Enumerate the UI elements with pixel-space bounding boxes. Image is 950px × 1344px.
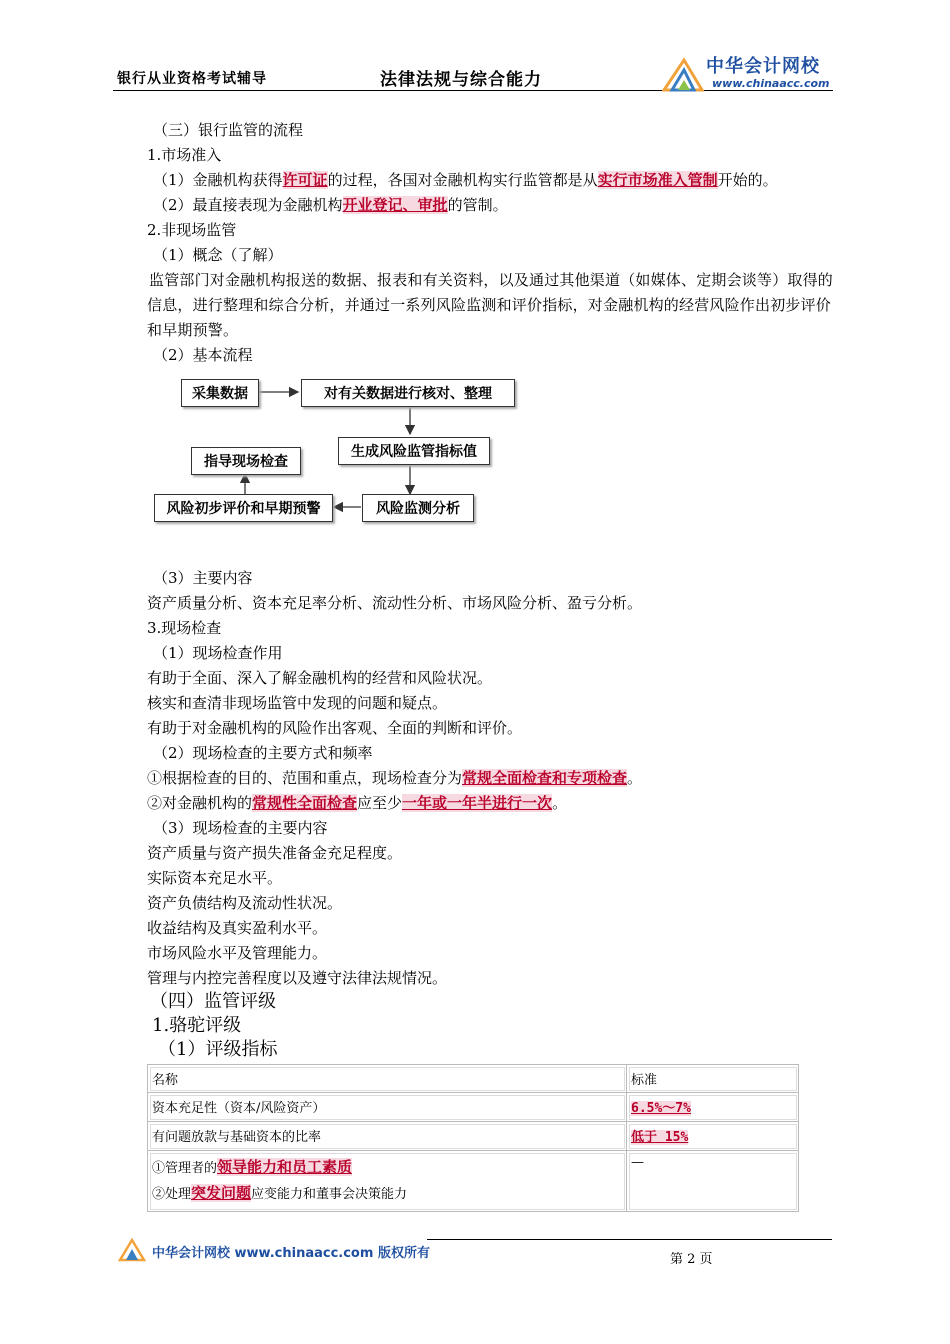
concept-paragraph: 监管部门对金融机构报送的数据、报表和有关资料，以及通过其他渠道（如媒体、定期会谈等）取得的信息，进行整理和综合分析，并通过一系列风险监测和评价指标，对金融机构的经营风险作出初步评价和早期预警。	[147, 271, 834, 339]
page-number: 第 2 页	[670, 1252, 713, 1267]
highlight-license: 许可证	[282, 171, 328, 189]
role-item: 核实和查清非现场监管中发现的问题和疑点。	[147, 694, 448, 712]
section-title: （三）银行监管的流程	[153, 121, 304, 139]
logo-name: 中华会计网校	[706, 56, 820, 77]
highlight-emergency: 突发问题	[191, 1184, 252, 1202]
table-cell-name: 资本充足性（资本/风险资产）	[148, 1093, 627, 1122]
highlight-inspection-types: 常规全面检查和专项检查	[462, 769, 628, 787]
paragraph-registration: （2）最直接表现为金融机构开业登记、审批的管制。	[153, 196, 508, 214]
highlight-registration: 开业登记、审批	[342, 196, 448, 214]
table-row	[148, 1122, 799, 1151]
heading-onsite-mode: （2）现场检查的主要方式和频率	[153, 744, 373, 762]
mode-item-1: ①根据检查的目的、范围和重点，现场检查分为常规全面检查和专项检查。	[147, 769, 643, 787]
table-cell-standard: —	[627, 1151, 799, 1212]
heading-onsite-content: （3）现场检查的主要内容	[153, 819, 328, 837]
heading-camel: 1.骆驼评级	[152, 1015, 242, 1036]
header-left-title: 银行从业资格考试辅导	[117, 71, 267, 87]
highlight-leadership: 领导能力和员工素质	[217, 1158, 353, 1176]
heading-indicators: （1）评级指标	[158, 1039, 278, 1060]
table-header-row	[148, 1065, 799, 1093]
table-cell-name: 有问题放款与基础资本的比率	[148, 1122, 627, 1151]
role-item: 有助于对金融机构的风险作出客观、全面的判断和评价。	[147, 719, 523, 737]
content-item: 资产负债结构及流动性状况。	[147, 894, 343, 912]
heading-concept: （1）概念（了解）	[153, 246, 283, 264]
heading-onsite: 3.现场检查	[147, 619, 222, 637]
table-cell-standard: 低于 15%	[627, 1122, 799, 1151]
header-center-title: 法律法规与综合能力	[380, 70, 542, 90]
mode-item-2: ②对金融机构的常规性全面检查应至少一年或一年半进行一次。	[147, 794, 568, 812]
flow-step-collect: 采集数据	[181, 379, 259, 407]
heading-market-entry: 1.市场准入	[147, 146, 222, 164]
table-row	[148, 1093, 799, 1122]
highlight-frequency: 一年或一年半进行一次	[402, 794, 553, 812]
flow-step-verify: 对有关数据进行核对、整理	[301, 379, 515, 407]
highlight-regular-inspection: 常规性全面检查	[252, 794, 358, 812]
table-row	[148, 1151, 799, 1212]
heading-offsite: 2.非现场监管	[147, 221, 237, 239]
main-content-text: 资产质量分析、资本充足率分析、流动性分析、市场风险分析、盈亏分析。	[147, 594, 643, 612]
table-cell-standard: 6.5%～7%	[627, 1093, 799, 1122]
heading-onsite-role: （1）现场检查作用	[153, 644, 283, 662]
table-header-name: 名称	[148, 1065, 627, 1093]
flow-step-guide: 指导现场检查	[191, 447, 301, 475]
role-item: 有助于全面、深入了解金融机构的经营和风险状况。	[147, 669, 493, 687]
flow-step-generate: 生成风险监管指标值	[338, 437, 490, 465]
content-item: 实际资本充足水平。	[147, 869, 283, 887]
rating-table	[147, 1064, 799, 1212]
flow-step-analyze: 风险监测分析	[362, 494, 474, 522]
highlight-entry-control: 实行市场准入管制	[597, 171, 718, 189]
logo-url: www.chinaacc.com	[712, 77, 830, 90]
footer-logo-icon	[118, 1236, 148, 1262]
footer-divider	[427, 1239, 832, 1240]
table-header-standard: 标准	[627, 1065, 799, 1093]
heading-flow: （2）基本流程	[153, 346, 253, 364]
heading-main-content: （3）主要内容	[153, 569, 253, 587]
content-item: 市场风险水平及管理能力。	[147, 944, 328, 962]
content-item: 收益结构及真实盈利水平。	[147, 919, 328, 937]
logo-mark-icon	[662, 54, 706, 92]
section-4-title: （四）监管评级	[150, 991, 276, 1012]
content-item: 管理与内控完善程度以及遵守法律法规情况。	[147, 969, 448, 987]
flow-step-evaluate: 风险初步评价和早期预警	[154, 494, 333, 522]
header-divider	[113, 90, 833, 91]
content-item: 资产质量与资产损失准备金充足程度。	[147, 844, 403, 862]
paragraph-license: （1）金融机构获得许可证的过程，各国对金融机构实行监管都是从实行市场准入管制开始的。	[153, 171, 778, 189]
footer-copyright: 中华会计网校 www.chinaacc.com 版权所有	[152, 1246, 430, 1261]
table-cell-name: ①管理者的领导能力和员工素质 ②处理突发问题应变能力和董事会决策能力	[148, 1151, 627, 1212]
